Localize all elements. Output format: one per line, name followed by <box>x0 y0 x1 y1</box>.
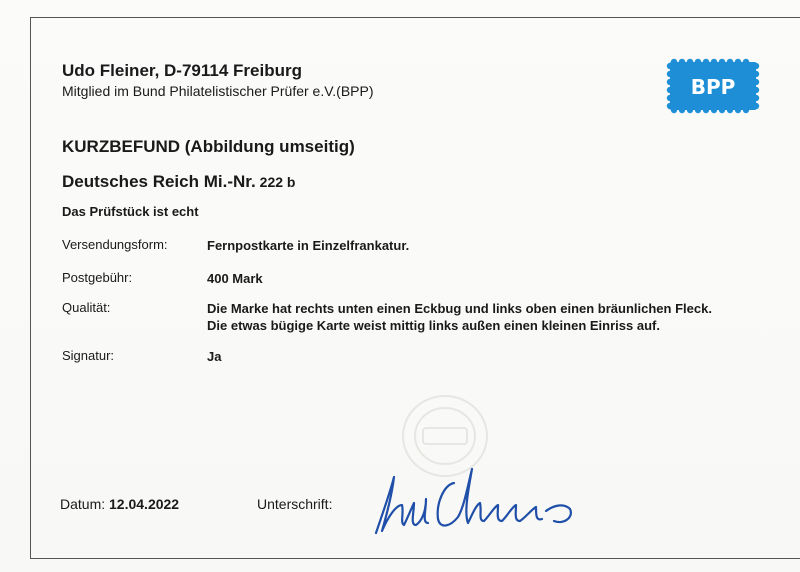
field-value-versendungsform: Fernpostkarte in Einzelfrankatur. <box>207 238 410 253</box>
stamp-catalog-number: 222 b <box>259 174 296 190</box>
examiner-location: D-79114 Freiburg <box>164 61 302 80</box>
date-label: Datum: <box>60 496 106 512</box>
bpp-logo-icon <box>666 58 760 114</box>
field-value-postgebuehr: 400 Mark <box>207 271 263 286</box>
field-label-postgebuehr: Postgebühr: <box>62 270 133 285</box>
date-line <box>60 496 179 512</box>
qualitaet-line-1: Die Marke hat rechts unten einen Eckbug und links oben einen bräunlichen Fleck. <box>207 301 712 316</box>
examiner-name-line: Udo Fleiner, D-79114 Freiburg <box>62 61 302 80</box>
date-value: 12.04.2022 <box>109 496 180 512</box>
membership-line: Mitglied im Bund Philatelistischer Prüfer e.V.(BPP) <box>62 83 374 99</box>
examiner-name: Udo Fleiner <box>62 61 155 80</box>
field-label-versendungsform: Versendungsform: <box>62 237 168 252</box>
stamp-catalog-label: Deutsches Reich Mi.-Nr. <box>62 172 256 191</box>
qualitaet-line-2: Die etwas bügige Karte weist mittig links außen einen kleinen Einriss auf. <box>207 318 660 333</box>
field-value-signatur: Ja <box>207 349 222 364</box>
bpp-logo-text: BPP <box>690 75 736 99</box>
verdict-text: Das Prüfstück ist echt <box>62 204 199 219</box>
document-title: KURZBEFUND (Abbildung umseitig) <box>62 137 355 156</box>
handwritten-signature <box>368 455 588 540</box>
field-label-qualitaet: Qualität: <box>62 300 111 315</box>
signature-label: Unterschrift: <box>257 496 333 512</box>
field-label-signatur: Signatur: <box>62 348 115 363</box>
stamp-catalog-line <box>62 172 295 192</box>
field-value-qualitaet <box>207 300 712 334</box>
